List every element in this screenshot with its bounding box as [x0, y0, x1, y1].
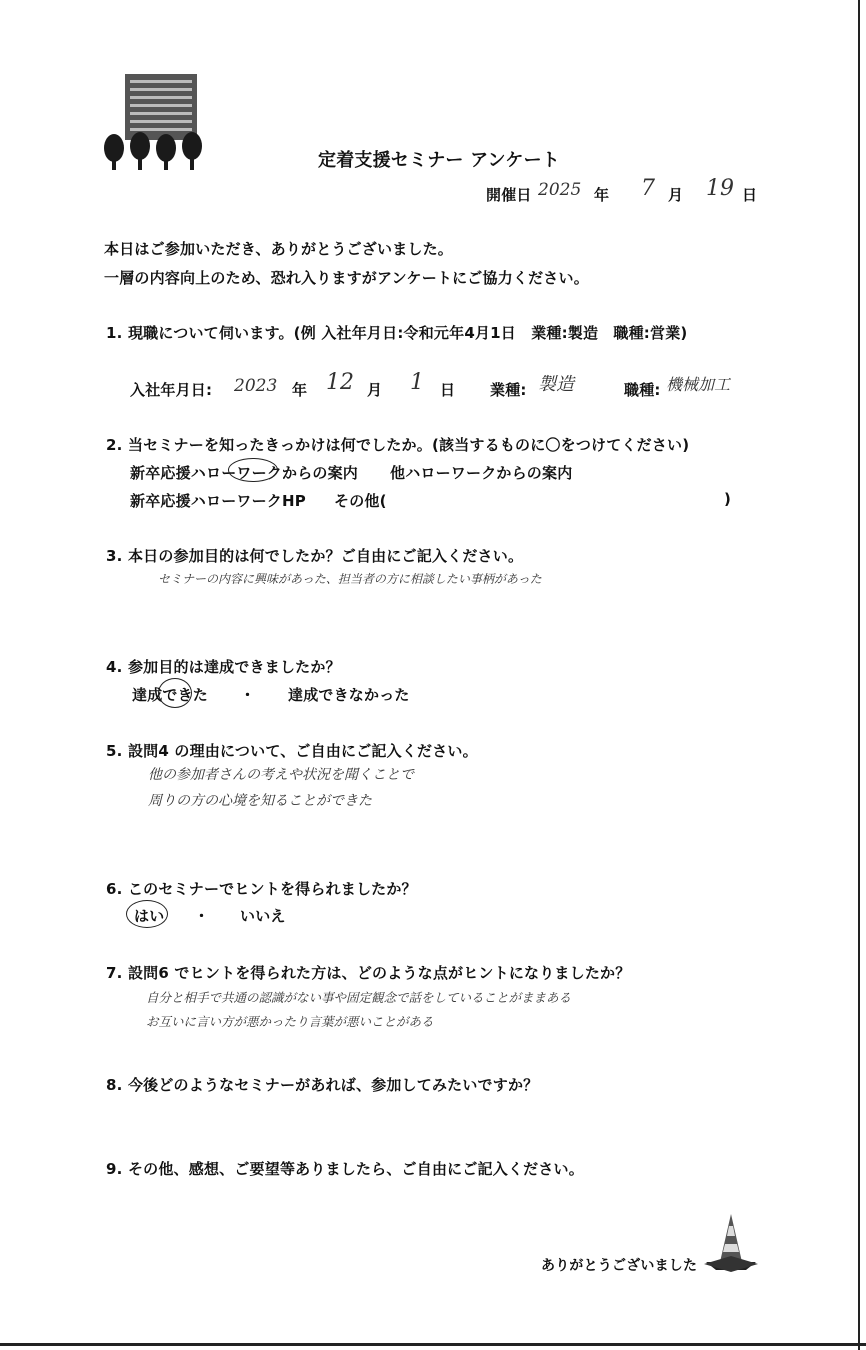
- q7-question: 7. 設問6 でヒントを得られた方は、どのような点がヒントになりましたか？: [106, 964, 631, 982]
- q1-industry-label: 業種:: [490, 381, 527, 399]
- q2-option-4-close: ): [724, 490, 732, 508]
- date-month-value: 7: [641, 176, 655, 201]
- q2-option-3: 新卒応援ハローワークHP: [130, 492, 306, 510]
- intro-line-1: 本日はご参加いただき、ありがとうございました。: [104, 240, 454, 258]
- date-month-unit: 月: [668, 186, 684, 204]
- thanks-text: ありがとうございました: [541, 1258, 698, 1274]
- q1-question: 1. 現職について伺います。(例 入社年月日:令和元年4月1日 業種:製造 職種:営業): [106, 324, 688, 342]
- intro-line-2: 一層の内容向上のため、恐れ入りますがアンケートにご協力ください。: [104, 269, 589, 287]
- q2-question: 2. 当セミナーを知ったきっかけは何でしたか。(該当するものに〇をつけてください): [106, 436, 690, 454]
- q4-question: 4. 参加目的は達成できましたか？: [106, 658, 341, 676]
- q1-day-unit: 日: [440, 381, 456, 399]
- q4-option-no: 達成できなかった: [288, 686, 410, 704]
- q5-answer-line-1: 他の参加者さんの考えや状況を聞くことで: [148, 767, 414, 783]
- q9-question: 9. その他、感想、ご要望等ありましたら、ご自由にご記入ください。: [106, 1160, 584, 1178]
- date-day-unit: 日: [742, 186, 758, 204]
- page-title: 定着支援セミナー アンケート: [318, 150, 560, 171]
- q6-question: 6. このセミナーでヒントを得られましたか？: [106, 880, 417, 898]
- q3-question: 3. 本日の参加目的は何でしたか？ご自由にご記入ください。: [106, 547, 524, 565]
- q1-year-unit: 年: [292, 381, 308, 399]
- q2-selected-circle: [228, 458, 278, 482]
- q2-option-1: 新卒応援ハローワークからの案内: [130, 464, 359, 482]
- q6-separator: ・: [194, 907, 210, 925]
- q5-question: 5. 設問4 の理由について、ご自由にご記入ください。: [106, 742, 478, 760]
- q2-option-4: その他(: [334, 492, 387, 510]
- q7-answer-line-2: お互いに言い方が悪かったり言葉が悪いことがある: [146, 1014, 434, 1029]
- q1-hire-day: 1: [410, 370, 424, 395]
- building-trees-logo: [100, 72, 212, 172]
- q1-job-label: 職種:: [624, 381, 661, 399]
- q4-option-yes: 達成できた: [132, 686, 209, 704]
- q3-answer: セミナーの内容に興味があった、担当者の方に相談したい事柄があった: [158, 572, 542, 586]
- date-day-value: 19: [706, 176, 734, 201]
- q6-option-no: いいえ: [240, 907, 286, 925]
- q1-hire-label: 入社年月日:: [130, 381, 213, 399]
- q8-question: 8. 今後どのようなセミナーがあれば、参加してみたいですか？: [106, 1076, 539, 1094]
- q1-hire-year: 2023: [234, 376, 278, 396]
- q5-answer-line-2: 周りの方の心境を知ることができた: [148, 793, 372, 809]
- q6-option-yes: はい: [134, 907, 165, 925]
- q4-separator: ・: [240, 686, 256, 704]
- q7-answer-line-1: 自分と相手で共通の認識がない事や固定観念で話をしていることがままある: [146, 990, 572, 1005]
- q1-industry-value: 製造: [538, 374, 574, 395]
- scan-edge-right: [858, 0, 860, 1350]
- q4-selected-circle: [158, 678, 192, 708]
- q1-month-unit: 月: [367, 381, 383, 399]
- date-label: 開催日: [486, 186, 532, 204]
- q1-hire-month: 12: [326, 370, 354, 395]
- q1-job-value: 機械加工: [666, 375, 731, 394]
- scan-edge-bottom: [0, 1343, 866, 1346]
- date-year-unit: 年: [594, 186, 610, 204]
- q2-option-2: 他ハローワークからの案内: [390, 464, 573, 482]
- traffic-cone-icon: [702, 1212, 760, 1274]
- q6-selected-circle: [126, 900, 168, 928]
- date-year-value: 2025: [538, 180, 582, 200]
